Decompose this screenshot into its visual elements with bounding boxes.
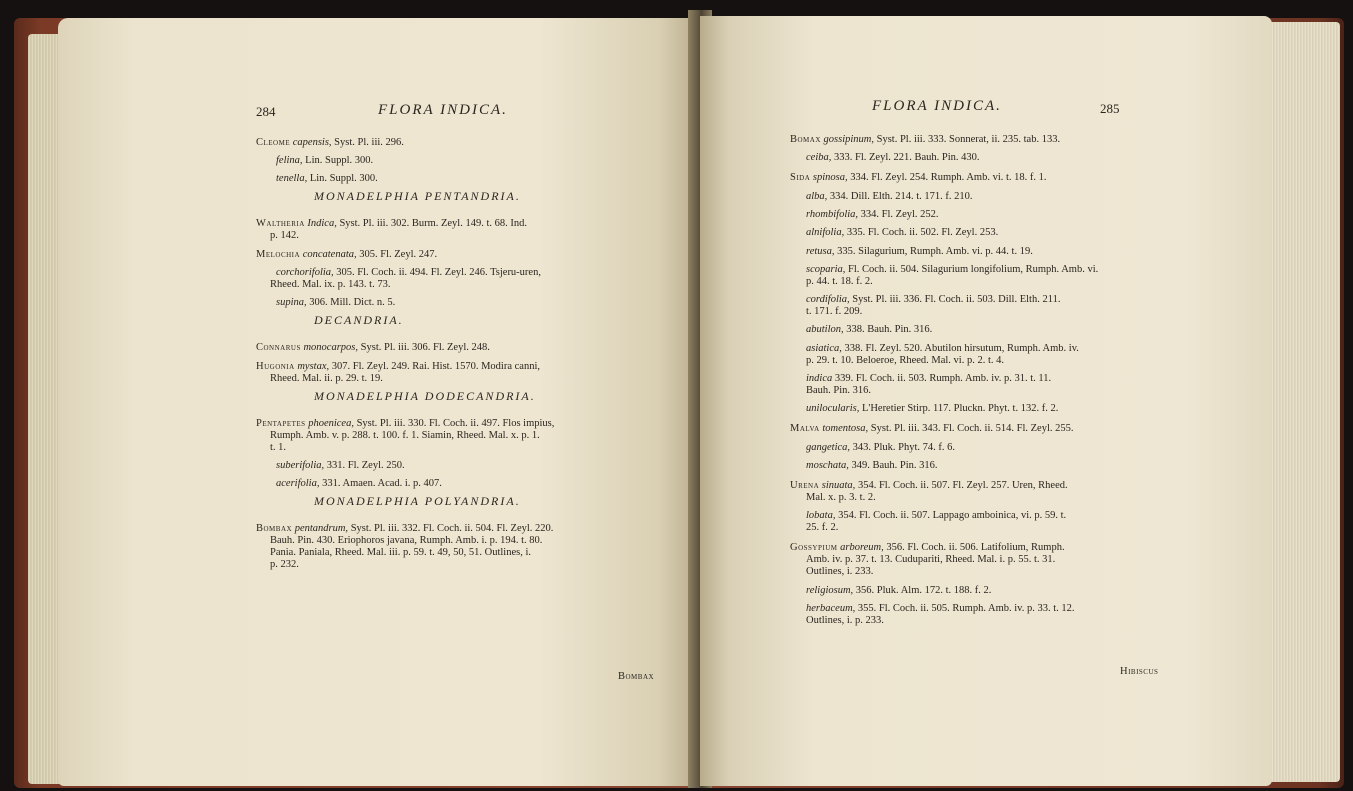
reference-text: Fl. Coch. ii. 504. Silagurium longifolium, Rumph. Amb. vi. (845, 263, 1099, 275)
genus-name: Pentapetes (256, 418, 306, 429)
reference-text: 305. Fl. Coch. ii. 494. Fl. Zeyl. 246. Tsjeru-uren, (333, 267, 541, 278)
catalogue-entry (790, 134, 1060, 146)
catalogue-entry (806, 355, 1004, 367)
catalogue-entry (806, 209, 939, 221)
species-name: alba, (806, 190, 828, 202)
species-name: herbaceum, (806, 602, 856, 614)
species-name: suberifolia, (276, 460, 325, 471)
catalogue-entry (806, 460, 938, 472)
catalogue-entry (806, 403, 1058, 415)
species-name: felina, (276, 155, 303, 166)
catalogue-entry (806, 264, 1098, 276)
species-name: gangetica, (806, 441, 851, 453)
genus-name: Hugonia (256, 361, 295, 372)
reference-text: 343. Pluk. Phyt. 74. f. 6. (850, 441, 956, 453)
genus-name: Melochia (256, 249, 301, 260)
page-number: 285 (1100, 101, 1120, 116)
species-name: religiosum, (806, 584, 854, 596)
catalogue-entry (270, 559, 299, 571)
reference-text: 307. Fl. Zeyl. 249. Rai. Hist. 1570. Modira canni, (329, 361, 540, 372)
catalogue-entry (806, 385, 871, 397)
reference-text: Syst. Pl. iii. 302. Burm. Zeyl. 149. t. 68. Ind. (336, 218, 528, 229)
genus-name: Bombax (256, 523, 293, 534)
catalogue-entry (806, 306, 862, 318)
catalogue-entry (790, 480, 1068, 492)
species-name: phoenicea, (308, 418, 354, 429)
genus-name: Sida (790, 172, 811, 184)
catalogue-entry (806, 566, 873, 578)
species-name: retusa, (806, 245, 835, 257)
reference-text: t. 171. f. 209. (806, 306, 863, 318)
genus-name: Connarus (256, 342, 301, 353)
catalogue-entry (790, 542, 1065, 554)
reference-text: Outlines, i. p. 233. (806, 614, 884, 626)
reference-text: Lin. Suppl. 300. (307, 173, 378, 184)
catalogue-entry (806, 343, 1079, 355)
catalogue-entry (806, 152, 980, 164)
genus-name: Waltheria (256, 218, 305, 229)
reference-text: 356. Fl. Coch. ii. 506. Latifolium, Rumph. (883, 542, 1065, 554)
reference-text: 305. Fl. Zeyl. 247. (356, 249, 438, 260)
genus-name: Bomax (790, 134, 821, 145)
reference-text: Rumph. Amb. v. p. 288. t. 100. f. 1. Siamin, Rheed. Mal. x. p. 1. (270, 430, 540, 441)
page-edges-right (1268, 22, 1340, 782)
species-name: tenella, (276, 173, 308, 184)
species-name: scoparia, (806, 263, 846, 275)
genus-name: Malva (790, 423, 820, 435)
reference-text: 331. Fl. Zeyl. 250. (324, 460, 405, 471)
catalogue-entry (806, 554, 1055, 566)
species-name: asiatica, (806, 342, 842, 354)
reference-text: Syst. Pl. iii. 332. Fl. Coch. ii. 504. Fl. Zeyl. 220. (348, 523, 554, 534)
catalogue-entry (806, 227, 998, 239)
species-name: Indica, (307, 218, 337, 229)
species-name: lobata, (806, 510, 836, 522)
reference-text: 338. Fl. Zeyl. 520. Abutilon hirsutum, Rumph. Amb. iv. (841, 342, 1079, 354)
catalogue-entry (256, 523, 553, 535)
reference-text: p. 142. (270, 230, 299, 241)
catalogue-entry (806, 442, 955, 454)
reference-text: Syst. Pl. iii. 343. Fl. Coch. ii. 514. Fl. Zeyl. 255. (868, 423, 1074, 435)
reference-text: p. 232. (270, 559, 299, 570)
species-name: spinosa, (812, 172, 848, 184)
species-name: cordifolia, (806, 294, 850, 306)
catalogue-entry (276, 155, 373, 167)
species-name: rhombifolia, (806, 208, 859, 220)
reference-text: 334. Dill. Elth. 214. t. 171. f. 210. (827, 190, 973, 202)
catalogue-entry (270, 430, 540, 442)
catalogue-entry (276, 297, 395, 309)
species-name: corchorifolia, (276, 267, 334, 278)
species-name: concatenata, (302, 249, 357, 260)
genus-name: Gossypium (790, 542, 838, 554)
reference-text: Outlines, i. 233. (806, 566, 874, 578)
catalogue-entry (806, 191, 973, 203)
reference-text: 306. Mill. Dict. n. 5. (306, 297, 396, 308)
catalogue-entry (790, 172, 1047, 184)
reference-text: Bauh. Pin. 430. Eriophoros javana, Rumph. Amb. i. p. 194. t. 80. (270, 535, 543, 546)
catalogue-entry (276, 173, 378, 185)
left-page (58, 18, 698, 786)
right-page (700, 16, 1272, 786)
catalogue-entry (806, 615, 884, 627)
catalogue-entry (256, 137, 404, 149)
species-name: abutilon, (806, 324, 844, 336)
catalogue-entry (256, 218, 527, 230)
reference-text: Syst. Pl. iii. 296. (331, 137, 404, 148)
reference-text: p. 44. t. 18. f. 2. (806, 275, 873, 287)
catchword: Hibiscus (1120, 666, 1159, 677)
species-name: indica (806, 373, 833, 384)
running-head: FLORA INDICA. (872, 98, 1002, 114)
species-name: supina, (276, 297, 307, 308)
section-heading: MONADELPHIA PENTANDRIA. (314, 189, 521, 203)
species-name: moschata, (806, 459, 849, 471)
catalogue-entry (256, 249, 437, 261)
catalogue-entry (806, 294, 1060, 306)
species-name: gossipinum, (823, 134, 874, 145)
catalogue-entry (256, 418, 554, 430)
section-heading: MONADELPHIA DODECANDRIA. (314, 389, 536, 403)
page-number: 284 (256, 104, 276, 119)
catalogue-entry (270, 547, 531, 559)
section-heading: MONADELPHIA POLYANDRIA. (314, 494, 521, 508)
species-name: unilocularis, (806, 403, 860, 415)
catalogue-entry (806, 276, 873, 288)
species-name: mystax, (297, 361, 330, 372)
catalogue-entry (806, 522, 838, 534)
reference-text: 354. Fl. Coch. ii. 507. Lappago amboinica, vi. p. 59. t. (835, 510, 1067, 522)
catalogue-entry (270, 442, 286, 454)
section-heading: DECANDRIA. (314, 313, 404, 327)
catalogue-entry (276, 460, 405, 472)
species-name: sinuata, (821, 479, 856, 491)
reference-text: 25. f. 2. (806, 522, 839, 534)
reference-text: 349. Bauh. Pin. 316. (848, 459, 938, 471)
catalogue-entry (270, 279, 390, 291)
species-name: acerifolia, (276, 478, 320, 489)
reference-text: 335. Silagurium, Rumph. Amb. vi. p. 44. t. 19. (834, 245, 1033, 257)
genus-name: Cleome (256, 137, 291, 148)
catalogue-entry (806, 510, 1066, 522)
genus-name: Urena (790, 479, 820, 491)
page-edges-left (28, 34, 60, 784)
catalogue-entry (270, 535, 542, 547)
catalogue-entry (806, 492, 876, 504)
reference-text: p. 29. t. 10. Beloeroe, Rheed. Mal. vi. p. 2. t. 4. (806, 354, 1005, 366)
reference-text: Syst. Pl. iii. 333. Sonnerat, ii. 235. tab. 133. (874, 134, 1061, 145)
catalogue-entry (806, 324, 932, 336)
reference-text: 331. Amaen. Acad. i. p. 407. (319, 478, 442, 489)
catalogue-entry (256, 361, 540, 373)
reference-text: Pania. Paniala, Rheed. Mal. iii. p. 59. t. 49, 50, 51. Outlines, i. (270, 547, 532, 558)
reference-text: 355. Fl. Coch. ii. 505. Rumph. Amb. iv. p. 33. t. 12. (855, 602, 1075, 614)
reference-text: 334. Fl. Zeyl. 254. Rumph. Amb. vi. t. 18. f. 1. (847, 172, 1047, 184)
reference-text: Syst. Pl. iii. 330. Fl. Coch. ii. 497. Flos impius, (353, 418, 555, 429)
reference-text: Syst. Pl. iii. 306. Fl. Zeyl. 248. (358, 342, 490, 353)
reference-text: Rheed. Mal. ii. p. 29. t. 19. (270, 373, 383, 384)
reference-text: t. 1. (270, 442, 287, 453)
catalogue-entry (276, 267, 541, 279)
catalogue-entry (256, 342, 490, 354)
running-head: FLORA INDICA. (378, 102, 508, 118)
reference-text: 339. Fl. Coch. ii. 503. Rumph. Amb. iv. p. 31. t. 11. (832, 373, 1052, 384)
reference-text: Rheed. Mal. ix. p. 143. t. 73. (270, 279, 391, 290)
reference-text: 335. Fl. Coch. ii. 502. Fl. Zeyl. 253. (844, 227, 999, 239)
species-name: capensis, (292, 137, 332, 148)
reference-text: Bauh. Pin. 316. (806, 385, 872, 396)
reference-text: Amb. iv. p. 37. t. 13. Cudupariti, Rheed. Mal. i. p. 55. t. 31. (806, 554, 1056, 566)
reference-text: Syst. Pl. iii. 336. Fl. Coch. ii. 503. Dill. Elth. 211. (849, 294, 1061, 306)
catalogue-entry (806, 585, 991, 597)
species-name: tomentosa, (822, 423, 869, 435)
catalogue-entry (806, 603, 1075, 615)
species-name: arboreum, (840, 542, 884, 554)
reference-text: Mal. x. p. 3. t. 2. (806, 491, 876, 503)
species-name: ceiba, (806, 152, 832, 164)
species-name: alnifolia, (806, 227, 845, 239)
reference-text: 333. Fl. Zeyl. 221. Bauh. Pin. 430. (831, 152, 980, 164)
species-name: pentandrum, (294, 523, 349, 534)
catalogue-entry (806, 373, 1051, 385)
reference-text: L'Heretier Stirp. 117. Pluckn. Phyt. t. 132. f. 2. (859, 403, 1059, 415)
catalogue-entry (270, 230, 299, 242)
reference-text: Lin. Suppl. 300. (302, 155, 374, 166)
species-name: monocarpos, (303, 342, 359, 353)
catalogue-entry (790, 423, 1074, 435)
reference-text: 338. Bauh. Pin. 316. (843, 324, 933, 336)
catalogue-entry (276, 478, 442, 490)
reference-text: 356. Pluk. Alm. 172. t. 188. f. 2. (853, 584, 992, 596)
reference-text: 354. Fl. Coch. ii. 507. Fl. Zeyl. 257. Uren, Rheed. (855, 479, 1068, 491)
catchword: Bombax (618, 671, 655, 682)
reference-text: 334. Fl. Zeyl. 252. (858, 208, 939, 220)
catalogue-entry (270, 373, 383, 385)
catalogue-entry (806, 246, 1033, 258)
